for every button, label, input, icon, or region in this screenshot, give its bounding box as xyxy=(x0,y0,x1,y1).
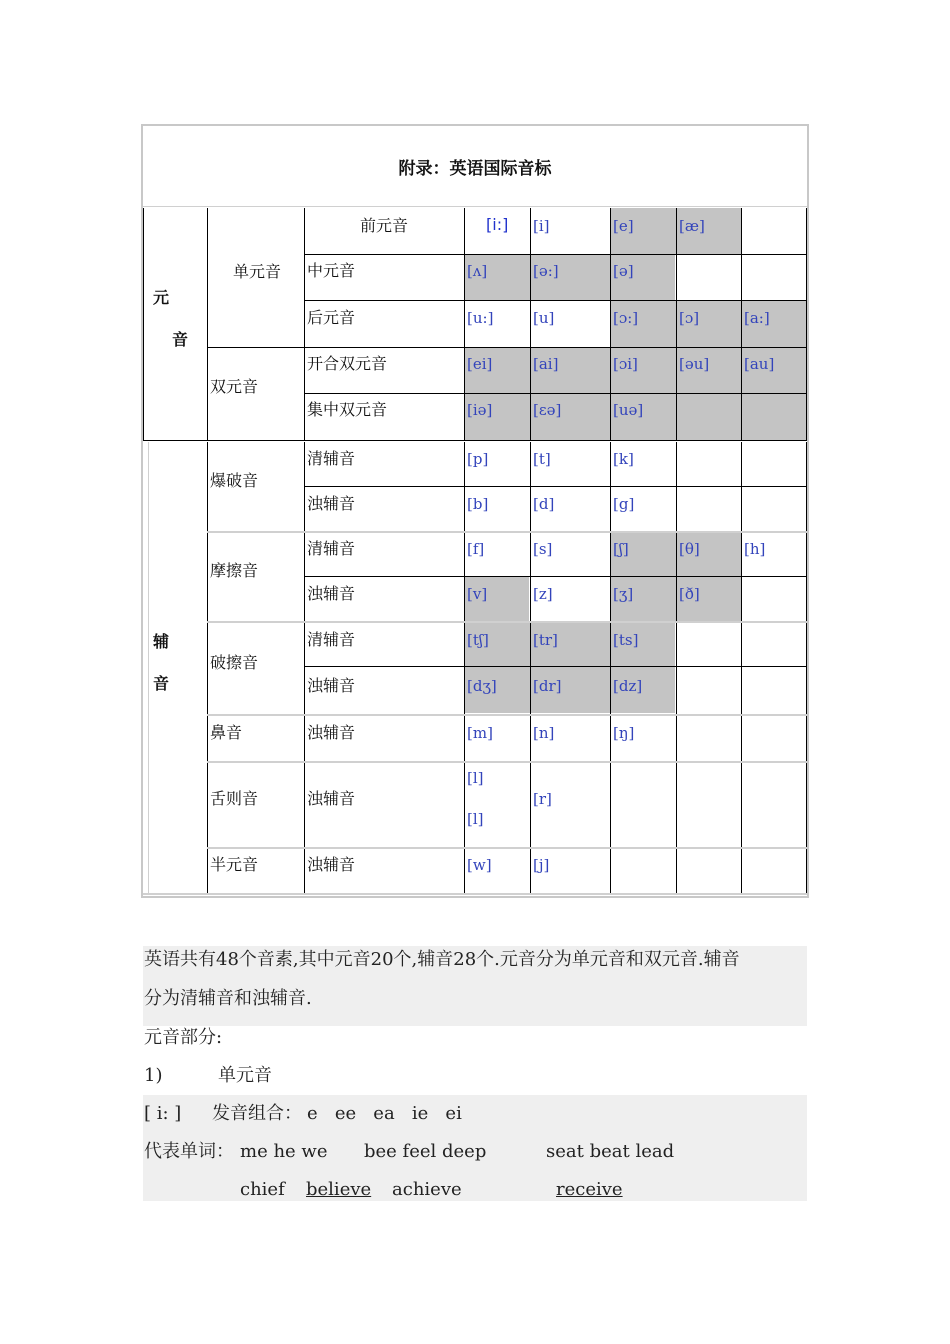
consonant-label-bottom: 音 xyxy=(153,674,170,693)
intro-line-1: 英语共有48个音素,其中元音20个,辅音28个.元音分为单元音和双元音.辅音 xyxy=(144,949,740,970)
consonant-symbol: [m] xyxy=(467,724,493,742)
vowel-symbol: [au] xyxy=(744,355,775,373)
diphthong-label: 双元音 xyxy=(210,377,259,396)
consonant-symbol: [k] xyxy=(613,450,634,468)
consonant-symbol: [dr] xyxy=(533,677,562,695)
consonant-symbol: [w] xyxy=(467,856,492,874)
divider xyxy=(741,208,742,441)
combination-list: e ee ea ie ei xyxy=(307,1103,462,1124)
consonant-symbol: [h] xyxy=(744,540,766,558)
divider xyxy=(143,206,807,207)
consonant-symbol: [l] xyxy=(467,810,484,828)
consonant-symbol: [d] xyxy=(533,495,555,513)
vowel-symbol: [uə] xyxy=(613,401,644,419)
divider xyxy=(148,442,149,895)
divider xyxy=(207,621,807,623)
consonant-symbol: [dʒ] xyxy=(467,677,497,695)
vowel-symbol: [ə] xyxy=(613,262,634,280)
consonant-symbol: [b] xyxy=(467,495,489,513)
consonant-symbol: [ʒ] xyxy=(613,585,634,603)
vowel-symbol: [i] xyxy=(533,217,550,235)
divider xyxy=(305,254,807,255)
divider xyxy=(207,208,208,441)
consonant-symbol: [θ] xyxy=(679,540,700,558)
vowel-label-top: 元 xyxy=(153,288,170,307)
vowel-symbol: [i:] xyxy=(486,215,509,234)
lateral-label: 舌则音 xyxy=(210,789,259,808)
combination-label: 发音组合： xyxy=(212,1103,302,1124)
list-heading: 单元音 xyxy=(218,1065,272,1086)
vowel-symbol: [ɔ] xyxy=(679,309,700,327)
semivowel-label: 半元音 xyxy=(210,855,259,874)
vowel-symbol: [ei] xyxy=(467,355,493,373)
consonant-symbol: [v] xyxy=(467,585,488,603)
example-label: 代表单词： xyxy=(144,1141,234,1162)
voiceless-label: 清辅音 xyxy=(307,539,356,558)
divider xyxy=(207,531,807,533)
voiceless-label: 清辅音 xyxy=(307,449,356,468)
divider xyxy=(143,440,807,441)
consonant-symbol: [s] xyxy=(533,540,553,558)
vowel-symbol: [u:] xyxy=(467,309,494,327)
intro-line-2: 分为清辅音和浊辅音. xyxy=(144,988,312,1009)
divider xyxy=(464,208,465,441)
consonant-symbol: [t] xyxy=(533,450,551,468)
voiced-label: 浊辅音 xyxy=(307,723,356,742)
vowel-symbol: [ə:] xyxy=(533,262,559,280)
divider xyxy=(806,442,807,895)
section-heading: 元音部分: xyxy=(144,1027,223,1048)
closing-diphthong-label: 开合双元音 xyxy=(307,354,388,373)
vowel-symbol: [ai] xyxy=(533,355,559,373)
back-vowel-label: 后元音 xyxy=(307,308,356,327)
divider xyxy=(676,442,677,895)
vowel-symbol: [ɔ:] xyxy=(613,309,639,327)
example-word-underlined: believe xyxy=(306,1179,372,1200)
divider xyxy=(207,761,807,763)
consonant-symbol: [z] xyxy=(533,585,553,603)
centering-diphthong-label: 集中双元音 xyxy=(307,400,388,419)
vowel-symbol: [ɛə] xyxy=(533,401,562,419)
table-title-cell xyxy=(141,126,809,206)
consonant-symbol: [r] xyxy=(533,790,552,808)
divider xyxy=(305,576,807,577)
divider xyxy=(464,442,465,895)
divider xyxy=(207,714,807,716)
shade xyxy=(465,621,675,713)
divider xyxy=(305,393,807,394)
divider xyxy=(530,442,531,895)
vowel-symbol: [u] xyxy=(533,309,555,327)
vowel-symbol: [əu] xyxy=(679,355,710,373)
voiced-label: 浊辅音 xyxy=(307,789,356,808)
divider xyxy=(530,208,531,441)
vowel-label-bottom: 音 xyxy=(172,330,189,349)
consonant-symbol: [l] xyxy=(467,769,484,787)
shade xyxy=(465,254,675,300)
divider xyxy=(305,486,807,487)
consonant-symbol: [ŋ] xyxy=(613,724,635,742)
vowel-symbol: [e] xyxy=(613,217,634,235)
consonant-label-top: 辅 xyxy=(153,632,170,651)
divider xyxy=(304,208,305,441)
central-vowel-label: 中元音 xyxy=(307,261,356,280)
affricate-label: 破擦音 xyxy=(210,653,259,672)
divider xyxy=(207,847,807,849)
monophthong-label: 单元音 xyxy=(233,262,282,281)
example-words: me he we xyxy=(240,1141,328,1162)
table-title: 附录：英语国际音标 xyxy=(398,158,552,179)
vowel-symbol: [ʌ] xyxy=(467,262,488,280)
consonant-symbol: [g] xyxy=(613,495,635,513)
consonant-symbol: [ts] xyxy=(613,631,639,649)
divider xyxy=(676,208,677,441)
consonant-symbol: [tr] xyxy=(533,631,558,649)
divider xyxy=(610,208,611,441)
divider xyxy=(207,442,208,895)
divider xyxy=(305,666,807,667)
divider xyxy=(741,442,742,895)
consonant-symbol: [tʃ] xyxy=(467,631,489,649)
voiced-label: 浊辅音 xyxy=(307,676,356,695)
consonant-symbol: [ʃ] xyxy=(613,540,629,558)
consonant-symbol: [dz] xyxy=(613,677,643,695)
consonant-symbol: [ð] xyxy=(679,585,700,603)
vowel-symbol: [a:] xyxy=(744,309,770,327)
example-words: bee feel deep xyxy=(364,1141,487,1162)
divider xyxy=(143,893,807,895)
consonant-symbol: [n] xyxy=(533,724,555,742)
vowel-symbol: [ɔi] xyxy=(613,355,638,373)
fricative-label: 摩擦音 xyxy=(210,561,259,580)
voiceless-label: 清辅音 xyxy=(307,630,356,649)
front-vowel-label: 前元音 xyxy=(360,216,409,235)
divider xyxy=(305,300,807,301)
example-word: chief xyxy=(240,1179,285,1200)
consonant-symbol: [j] xyxy=(533,856,550,874)
vowel-symbol: [æ] xyxy=(679,217,705,235)
divider xyxy=(304,442,305,895)
nasal-label: 鼻音 xyxy=(210,723,243,742)
list-number: 1) xyxy=(144,1065,163,1086)
shade xyxy=(611,300,807,347)
example-words: seat beat lead xyxy=(546,1141,675,1162)
divider xyxy=(207,347,807,348)
divider xyxy=(610,442,611,895)
voiced-label: 浊辅音 xyxy=(307,855,356,874)
vowel-symbol: [iə] xyxy=(467,401,493,419)
divider xyxy=(143,208,144,441)
voiced-label: 浊辅音 xyxy=(307,584,356,603)
phonetic-symbol: [ i: ] xyxy=(144,1103,182,1124)
consonant-symbol: [f] xyxy=(467,540,485,558)
example-word-underlined: receive xyxy=(556,1179,623,1200)
divider xyxy=(806,208,807,441)
consonant-symbol: [p] xyxy=(467,450,489,468)
plosive-label: 爆破音 xyxy=(210,471,259,490)
example-word: achieve xyxy=(392,1179,462,1200)
voiced-label: 浊辅音 xyxy=(307,494,356,513)
